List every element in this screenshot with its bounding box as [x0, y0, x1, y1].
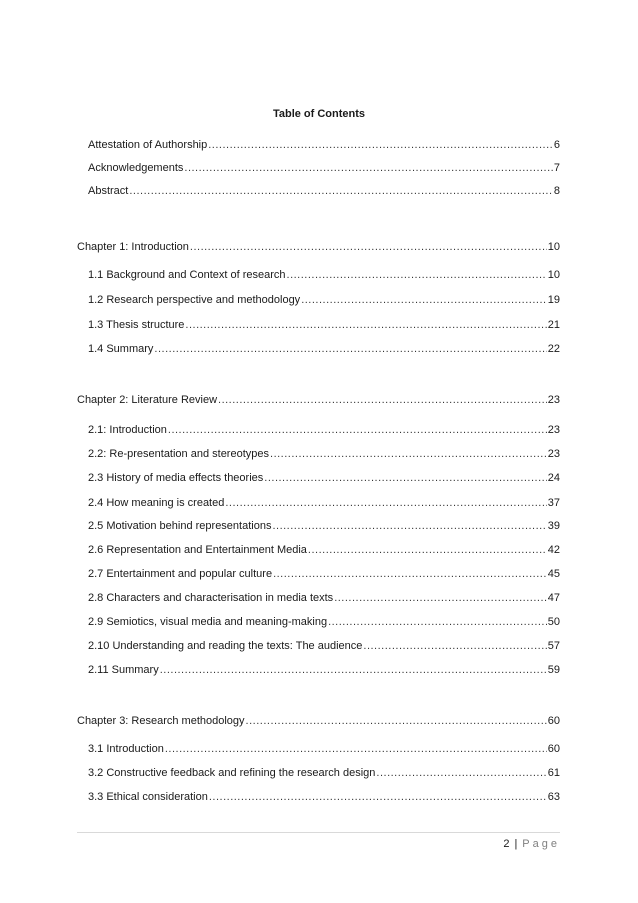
- toc-dot-leader: [168, 423, 547, 437]
- toc-entry[interactable]: [88, 268, 560, 282]
- toc-entry-label: 2.9 Semiotics, visual media and meaning-making: [88, 616, 328, 628]
- footer-divider: [77, 832, 560, 833]
- toc-entry[interactable]: [88, 615, 560, 629]
- toc-entry-page-number: 60: [547, 743, 560, 755]
- toc-entry-label: 1.4 Summary: [88, 343, 154, 355]
- toc-title: Table of Contents: [272, 108, 366, 120]
- toc-entry[interactable]: [88, 342, 560, 356]
- toc-dot-leader: [301, 293, 547, 307]
- toc-entry-page-number: 19: [547, 294, 560, 306]
- toc-dot-leader: [308, 543, 547, 557]
- toc-entry-page-number: 21: [547, 319, 560, 331]
- toc-entry[interactable]: [88, 591, 560, 605]
- toc-entry-label: 2.6 Representation and Entertainment Media: [88, 544, 307, 556]
- toc-entry-label: Chapter 2: Literature Review: [77, 394, 218, 406]
- toc-entry-label: Attestation of Authorship: [88, 139, 208, 151]
- toc-entry-page-number: 6: [553, 139, 560, 151]
- toc-entry-page-number: 61: [547, 767, 560, 779]
- toc-entry-page-number: 7: [553, 162, 560, 174]
- toc-entry[interactable]: [88, 318, 560, 332]
- toc-dot-leader: [154, 342, 546, 356]
- toc-entry-label: 3.3 Ethical consideration: [88, 791, 208, 803]
- toc-dot-leader: [160, 663, 547, 677]
- toc-entry-label: 2.7 Entertainment and popular culture: [88, 568, 273, 580]
- toc-entry-page-number: 50: [547, 616, 560, 628]
- toc-dot-leader: [273, 567, 547, 581]
- toc-entry-label: 1.2 Research perspective and methodology: [88, 294, 301, 306]
- toc-dot-leader: [334, 591, 547, 605]
- toc-entry-page-number: 42: [547, 544, 560, 556]
- toc-entry-label: 3.2 Constructive feedback and refining the research design: [88, 767, 376, 779]
- toc-entry[interactable]: [88, 293, 560, 307]
- toc-dot-leader: [264, 471, 546, 485]
- toc-entry-label: 3.1 Introduction: [88, 743, 164, 755]
- toc-dot-leader: [272, 519, 546, 533]
- toc-entry-page-number: 8: [553, 185, 560, 197]
- toc-entry[interactable]: [88, 790, 560, 804]
- toc-entry-page-number: 10: [547, 269, 560, 281]
- toc-dot-leader: [165, 742, 547, 756]
- toc-dot-leader: [190, 240, 547, 254]
- toc-entry-label: Acknowledgements: [88, 162, 184, 174]
- toc-entry-page-number: 37: [547, 497, 560, 509]
- toc-entry-page-number: 39: [547, 520, 560, 532]
- toc-entry-page-number: 10: [547, 241, 560, 253]
- toc-entry-page-number: 23: [547, 448, 560, 460]
- toc-entry[interactable]: [88, 496, 560, 510]
- toc-entry[interactable]: [88, 423, 560, 437]
- toc-entry-label: 2.5 Motivation behind representations: [88, 520, 272, 532]
- toc-entry-label: 2.1: Introduction: [88, 424, 167, 436]
- toc-entry-page-number: 22: [547, 343, 560, 355]
- toc-entry-page-number: 60: [547, 715, 560, 727]
- footer-page-word: Page: [522, 838, 560, 850]
- toc-entry[interactable]: [88, 742, 560, 756]
- toc-entry-page-number: 45: [547, 568, 560, 580]
- toc-dot-leader: [185, 318, 546, 332]
- toc-entry-label: 1.1 Background and Context of research: [88, 269, 286, 281]
- toc-entry[interactable]: [88, 161, 560, 175]
- toc-dot-leader: [363, 639, 546, 653]
- toc-chapter-entry[interactable]: [77, 714, 560, 728]
- toc-dot-leader: [218, 393, 547, 407]
- footer-page-number: 2: [503, 838, 510, 850]
- toc-entry[interactable]: [88, 447, 560, 461]
- toc-entry-label: Chapter 3: Research methodology: [77, 715, 245, 727]
- toc-entry[interactable]: [88, 138, 560, 152]
- toc-entry[interactable]: [88, 543, 560, 557]
- toc-dot-leader: [287, 268, 547, 282]
- toc-dot-leader: [208, 138, 553, 152]
- toc-entry-label: 2.2: Re-presentation and stereotypes: [88, 448, 270, 460]
- toc-dot-leader: [328, 615, 547, 629]
- toc-entry[interactable]: [88, 639, 560, 653]
- toc-entry-label: 2.3 History of media effects theories: [88, 472, 264, 484]
- page-footer: [503, 838, 560, 850]
- toc-entry[interactable]: [88, 519, 560, 533]
- toc-dot-leader: [209, 790, 547, 804]
- toc-entry-page-number: 23: [547, 394, 560, 406]
- toc-entry-label: 2.4 How meaning is created: [88, 497, 225, 509]
- toc-entry-page-number: 59: [547, 664, 560, 676]
- toc-entry[interactable]: [88, 471, 560, 485]
- toc-dot-leader: [225, 496, 546, 510]
- toc-entry-label: 2.8 Characters and characterisation in media texts: [88, 592, 334, 604]
- footer-separator: |: [514, 838, 518, 850]
- toc-entry-page-number: 63: [547, 791, 560, 803]
- toc-entry-page-number: 47: [547, 592, 560, 604]
- toc-dot-leader: [270, 447, 547, 461]
- toc-dot-leader: [184, 161, 552, 175]
- toc-entry-page-number: 23: [547, 424, 560, 436]
- toc-dot-leader: [376, 766, 546, 780]
- toc-entry-label: 1.3 Thesis structure: [88, 319, 185, 331]
- toc-entry-label: 2.11 Summary: [88, 664, 159, 676]
- toc-dot-leader: [129, 184, 553, 198]
- toc-entry[interactable]: [88, 184, 560, 198]
- toc-chapter-entry[interactable]: [77, 240, 560, 254]
- toc-entry-page-number: 24: [547, 472, 560, 484]
- toc-dot-leader: [246, 714, 547, 728]
- toc-entry-label: Chapter 1: Introduction: [77, 241, 189, 253]
- toc-entry[interactable]: [88, 567, 560, 581]
- toc-entry-label: 2.10 Understanding and reading the texts: The audience: [88, 640, 363, 652]
- toc-chapter-entry[interactable]: [77, 393, 560, 407]
- toc-entry[interactable]: [88, 663, 560, 677]
- toc-entry[interactable]: [88, 766, 560, 780]
- toc-entry-page-number: 57: [547, 640, 560, 652]
- toc-entry-label: Abstract: [88, 185, 129, 197]
